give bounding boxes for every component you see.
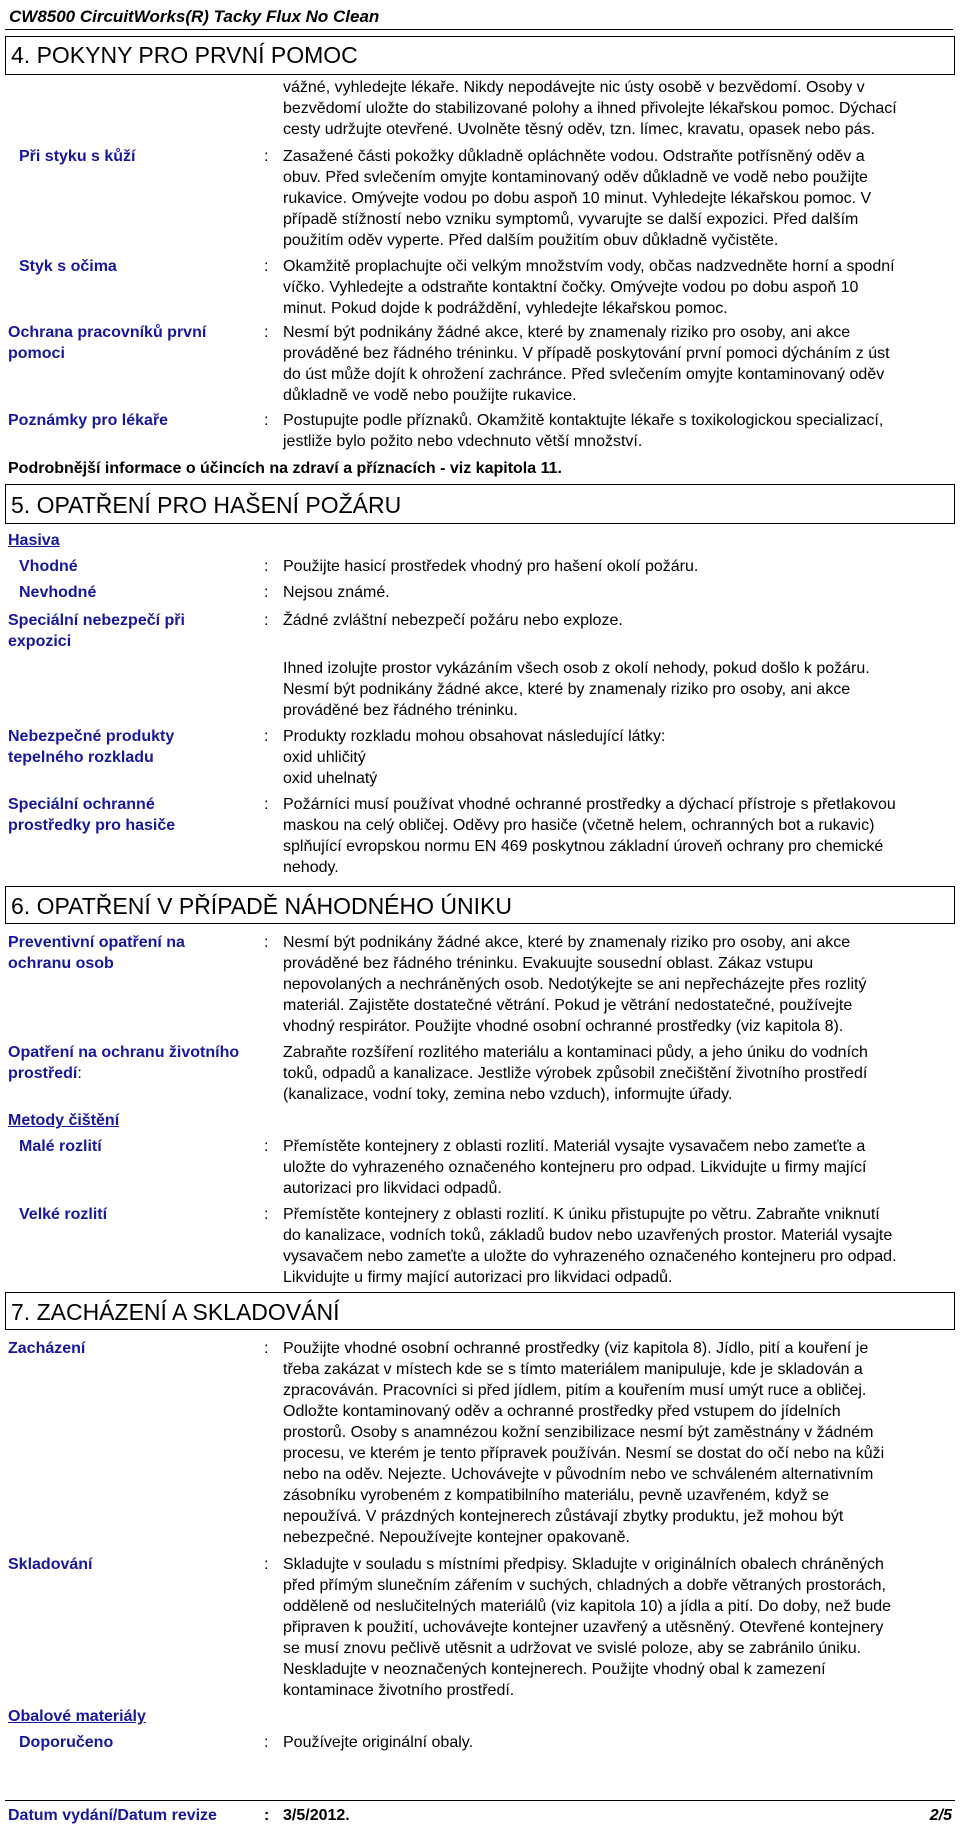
text-line: zásobníku vyrobeném z kompatibilního materiálu, pevně uzavřeném, když se	[283, 1487, 830, 1504]
text-line: před přímým slunečním zářením v suchých, chladných a dobře větraných prostorách,	[283, 1577, 886, 1594]
section-4-title: 4. POKYNY PRO PRVNÍ POMOC	[11, 42, 358, 68]
small-spill-text	[283, 1136, 953, 1199]
eye-contact-text	[283, 256, 953, 319]
doctor-notes-text	[283, 410, 953, 452]
large-spill-label: Velké rozlití	[19, 1206, 108, 1223]
text-line: Neskladujte v neoznačených kontejnerech. Použijte vhodný obal k zamezení	[283, 1661, 826, 1678]
storage-text	[283, 1554, 953, 1701]
unsuitable-media-text	[283, 582, 953, 603]
text-line: odděleně od neslučitelných materiálů (viz kapitola 10) a jídla a pití. Do doby, než bude	[283, 1598, 892, 1615]
text-line: vysavačem nebo zameťte a uložte do vyhrazeného označeného kontejneru pro odpad.	[283, 1248, 897, 1265]
large-spill-text	[283, 1204, 953, 1288]
section-5-title: 5. OPATŘENÍ PRO HAŠENÍ POŽÁRU	[11, 492, 402, 518]
text-line: jestliže bylo požito nebo vdechnuto větší množství.	[283, 433, 643, 450]
special-hazards-text	[283, 610, 953, 631]
suitable-media-text	[283, 556, 953, 577]
section-7-title: 7. ZACHÁZENÍ A SKLADOVÁNÍ	[11, 1299, 340, 1325]
text-line: nehody.	[283, 859, 339, 876]
text-line: splňující evropskou normu EN 469 poskytnou základní úroveň ochrany pro chemické	[283, 838, 884, 855]
personal-precautions-text	[283, 932, 953, 1037]
recommended-packaging-colon: :	[264, 1734, 269, 1751]
environmental-precautions-label: Opatření na ochranu životního prostředí:	[8, 1044, 240, 1082]
text-line: prováděné bez řádného tréninku. Evakuujte sousední oblast. Zákaz vstupu	[283, 955, 814, 972]
text-line: Žádné zvláštní nebezpečí požáru nebo exploze.	[283, 612, 623, 629]
doctor-notes-colon: :	[264, 412, 269, 429]
section-5-header	[5, 484, 955, 524]
unsuitable-media-label: Nevhodné	[19, 584, 97, 601]
handling-label: Zacházení	[8, 1340, 86, 1357]
large-spill-colon: :	[264, 1206, 269, 1223]
text-line: materiál. Zajistěte dostatečné větrání. Pokud je větrání nedostatečné, používejte	[283, 997, 853, 1014]
text-line: Odložte kontaminovaný oděv a ochranné prostředky před vstupem do jídelních	[283, 1403, 841, 1420]
first-aid-continued-text	[283, 77, 953, 140]
environmental-precautions-colon: :	[77, 1065, 82, 1082]
text-line: Použijte vhodné osobní ochranné prostředky (viz kapitola 8). Jídlo, pití a kouření je	[283, 1340, 869, 1357]
text-line: důkladně ve vodě nebo použijte rukavice.	[283, 387, 577, 404]
text-line: případě stížností nebo vzniku symptomů, vyvarujte se další expozici. Před dalším	[283, 211, 859, 228]
decomposition-products-label: Nebezpečné produkty tepelného rozkladu	[8, 728, 175, 766]
text-line: prováděné bez řádného tréninku. V případě poskytování první pomoci dýcháním z úst	[283, 345, 890, 362]
eye-contact-colon: :	[264, 258, 269, 275]
text-line: Nesmí být podnikány žádné akce, které by znamenaly riziko pro osoby, ani akce	[283, 681, 851, 698]
text-line: nepovolaných a nechráněných osob. Nedotýkejte se ani nepřecházejte přes rozlitý	[283, 976, 867, 993]
text-line: Postupujte podle příznaků. Okamžitě kontaktujte lékaře s toxikologickou specializací,	[283, 412, 884, 429]
eye-contact-label: Styk s očima	[19, 258, 117, 275]
text-line: Používejte originální obaly.	[283, 1734, 474, 1751]
text-line: Požárníci musí používat vhodné ochranné prostředky a dýchací přístroje s přetlakovou	[283, 796, 896, 813]
text-line: Produkty rozkladu mohou obsahovat následující látky:	[283, 728, 666, 745]
text-line: Skladujte v souladu s místními předpisy. Skladujte v originálních obalech chráněných	[283, 1556, 884, 1573]
text-line: oxid uhličitý	[283, 749, 366, 766]
text-line: použitím oděv vyperte. Před dalším použitím obuv důkladně vyčistěte.	[283, 232, 779, 249]
text-line: toků, odpadů a kanalizace. Jestliže výrobek způsobil znečištění životního prostředí	[283, 1065, 868, 1082]
skin-contact-label: Při styku s kůží	[19, 148, 136, 165]
packaging-materials-heading: Obalové materiály	[8, 1708, 146, 1725]
text-line: připraven k použití, uchovávejte kontejner uzavřený a utěsněný. Otevřené kontejnery	[283, 1619, 884, 1636]
section-4-header	[5, 36, 955, 75]
suitable-media-label: Vhodné	[19, 558, 78, 575]
special-hazards-extra-text	[283, 658, 953, 721]
special-hazards-colon: :	[264, 612, 269, 629]
text-line: prováděné bez řádného tréninku.	[283, 702, 518, 719]
environmental-precautions-text	[283, 1042, 953, 1105]
text-line: se musí znovu pečlivě utěsnit a udržovat ve svislé poloze, aby se zabránilo úniku.	[283, 1640, 862, 1657]
text-line: uložte do vyhrazeného označeného kontejneru pro odpad. Likvidujte u firmy mající	[283, 1159, 867, 1176]
text-line: rukavice. Omývejte vodou po dobu aspoň 10 minut. Vyhledejte lékařskou pomoc. V	[283, 190, 872, 207]
text-line: maskou na celý obličej. Oděvy pro hasiče (včetně helem, ochranných bot a rukavic)	[283, 817, 875, 834]
revision-date-label: Datum vydání/Datum revize	[8, 1807, 217, 1824]
handling-text	[283, 1338, 953, 1548]
recommended-packaging-label: Doporučeno	[19, 1734, 114, 1751]
text-line: do kanalizace, vodních toků, základů budov nebo uzavřených prostor. Materiál vysajte	[283, 1227, 893, 1244]
revision-date-value: 3/5/2012.	[283, 1807, 350, 1824]
text-line: vhodný respirátor. Použijte vhodné osobní ochranné prostředky (viz kapitola 8).	[283, 1018, 844, 1035]
text-line: kontaminace životního prostředí.	[283, 1682, 515, 1699]
text-line: bezvědomí uložte do stabilizované polohy a ihned přivolejte lékařskou pomoc. Dýchací	[283, 100, 897, 117]
suitable-media-colon: :	[264, 558, 269, 575]
text-line: Přemístěte kontejnery z oblasti rozlití. Materiál vysajte vysavačem nebo zameťte a	[283, 1138, 866, 1155]
text-line: procesu, ve kterém je tento přípravek používán. Nesmí se dostat do očí nebo na kůži	[283, 1445, 885, 1462]
small-spill-colon: :	[264, 1138, 269, 1155]
first-aider-protection-label: Ochrana pracovníků první pomoci	[8, 324, 207, 362]
cleanup-methods-heading: Metody čištění	[8, 1112, 120, 1129]
text-line: Nesmí být podnikány žádné akce, které by znamenaly riziko pro osoby, ani akce	[283, 324, 851, 341]
storage-label: Skladování	[8, 1556, 93, 1573]
handling-colon: :	[264, 1340, 269, 1357]
text-line: Ihned izolujte prostor vykázáním všech osob z okolí nehody, pokud došlo k požáru.	[283, 660, 870, 677]
text-line: Nejsou známé.	[283, 584, 390, 601]
section-7-header	[5, 1292, 955, 1330]
decomposition-products-text	[283, 726, 953, 789]
decomposition-products-colon: :	[264, 728, 269, 745]
firefighter-equipment-colon: :	[264, 796, 269, 813]
text-line: (kanalizace, vodní toky, zemina nebo vzduch), informujte úřady.	[283, 1086, 733, 1103]
personal-precautions-label: Preventivní opatření na ochranu osob	[8, 934, 185, 972]
recommended-packaging-text	[283, 1732, 953, 1753]
text-line: Zabraňte rozšíření rozlitého materiálu a kontaminaci půdy, a jeho úniku do vodních	[283, 1044, 868, 1061]
unsuitable-media-colon: :	[264, 584, 269, 601]
text-line: zpracováván. Pracovníci si před jídlem, pitím a kouřením musí umýt ruce a obličej.	[283, 1382, 867, 1399]
text-line: obuv. Před svlečením omyjte kontaminovaný oděv důkladně ve vodě nebo použijte	[283, 169, 868, 186]
text-line: nebezpečné. Nepoužívejte kontejner opakovaně.	[283, 1529, 630, 1546]
text-line: cesty udržujte otevřené. Uvolněte těsný oděv, tzn. límec, kravatu, opasek nebo pás.	[283, 121, 876, 138]
text-line: Zasažené části pokožky důkladně opláchněte vodou. Odstraňte potřísněný oděv a	[283, 148, 865, 165]
firefighter-equipment-label: Speciální ochranné prostředky pro hasiče	[8, 796, 176, 834]
firefighter-equipment-text	[283, 794, 953, 878]
document-title: CW8500 CircuitWorks(R) Tacky Flux No Clean	[9, 7, 380, 26]
skin-contact-colon: :	[264, 148, 269, 165]
section-6-title: 6. OPATŘENÍ V PŘÍPADĚ NÁHODNÉHO ÚNIKU	[11, 893, 512, 919]
document-header	[5, 3, 953, 30]
doctor-notes-label: Poznámky pro lékaře	[8, 412, 169, 429]
text-line: nebo na oděv. Nejezte. Uchovávejte v původním nebo ve schváleném alternativním	[283, 1466, 874, 1483]
page-number: 2/5	[929, 1807, 952, 1824]
text-line: třeba zakázat v místech kde se s tímto materiálem manipuluje, kde je skladován a	[283, 1361, 863, 1378]
personal-precautions-colon: :	[264, 934, 269, 951]
first-aider-protection-text	[283, 322, 953, 406]
special-hazards-label: Speciální nebezpečí při expozici	[8, 612, 185, 650]
section-6-header	[5, 886, 955, 924]
health-effects-note: Podrobnější informace o účincích na zdraví a příznacích - viz kapitola 11.	[8, 460, 562, 477]
text-line: vážné, vyhledejte lékaře. Nikdy nepodávejte nic ústy osobě v bezvědomí. Osoby v	[283, 79, 865, 96]
storage-colon: :	[264, 1556, 269, 1573]
text-line: autorizaci pro likvidaci odpadů.	[283, 1180, 502, 1197]
text-line: Použijte hasicí prostředek vhodný pro hašení okolí požáru.	[283, 558, 699, 575]
first-aider-protection-colon: :	[264, 324, 269, 341]
revision-date-colon: :	[264, 1807, 270, 1824]
skin-contact-text	[283, 146, 953, 251]
text-line: Likvidujte u firmy mající autorizaci pro likvidaci odpadů.	[283, 1269, 673, 1286]
text-line: Okamžitě proplachujte oči velkým množstvím vody, občas nadzvedněte horní a spodní	[283, 258, 895, 275]
extinguishing-media-heading: Hasiva	[8, 532, 60, 549]
text-line: Nesmí být podnikány žádné akce, které by znamenaly riziko pro osoby, ani akce	[283, 934, 851, 951]
text-line: nepoužívá. V prázdných kontejnerech zůstávají zbytky produktu, jež mohou být	[283, 1508, 844, 1525]
text-line: oxid uhelnatý	[283, 770, 378, 787]
text-line: prostorů. Osoby s anamnézou kožní senzibilizace nesmí být zaměstnány v žádném	[283, 1424, 874, 1441]
small-spill-label: Malé rozlití	[19, 1138, 102, 1155]
text-line: Přemístěte kontejnery z oblasti rozlití. K úniku přistupujte po větru. Zabraňte vniknutí	[283, 1206, 880, 1223]
text-line: minut. Pokud dojde k podráždění, vyhledejte lékařskou pomoc.	[283, 300, 728, 317]
text-line: do úst může dojít k ohrožení zachránce. Před svlečením omyjte kontaminovaný oděv	[283, 366, 885, 383]
text-line: víčko. Vyhledejte a odstraňte kontaktní čočky. Omývejte vodou po dobu aspoň 10	[283, 279, 859, 296]
document-footer	[5, 1800, 955, 1829]
